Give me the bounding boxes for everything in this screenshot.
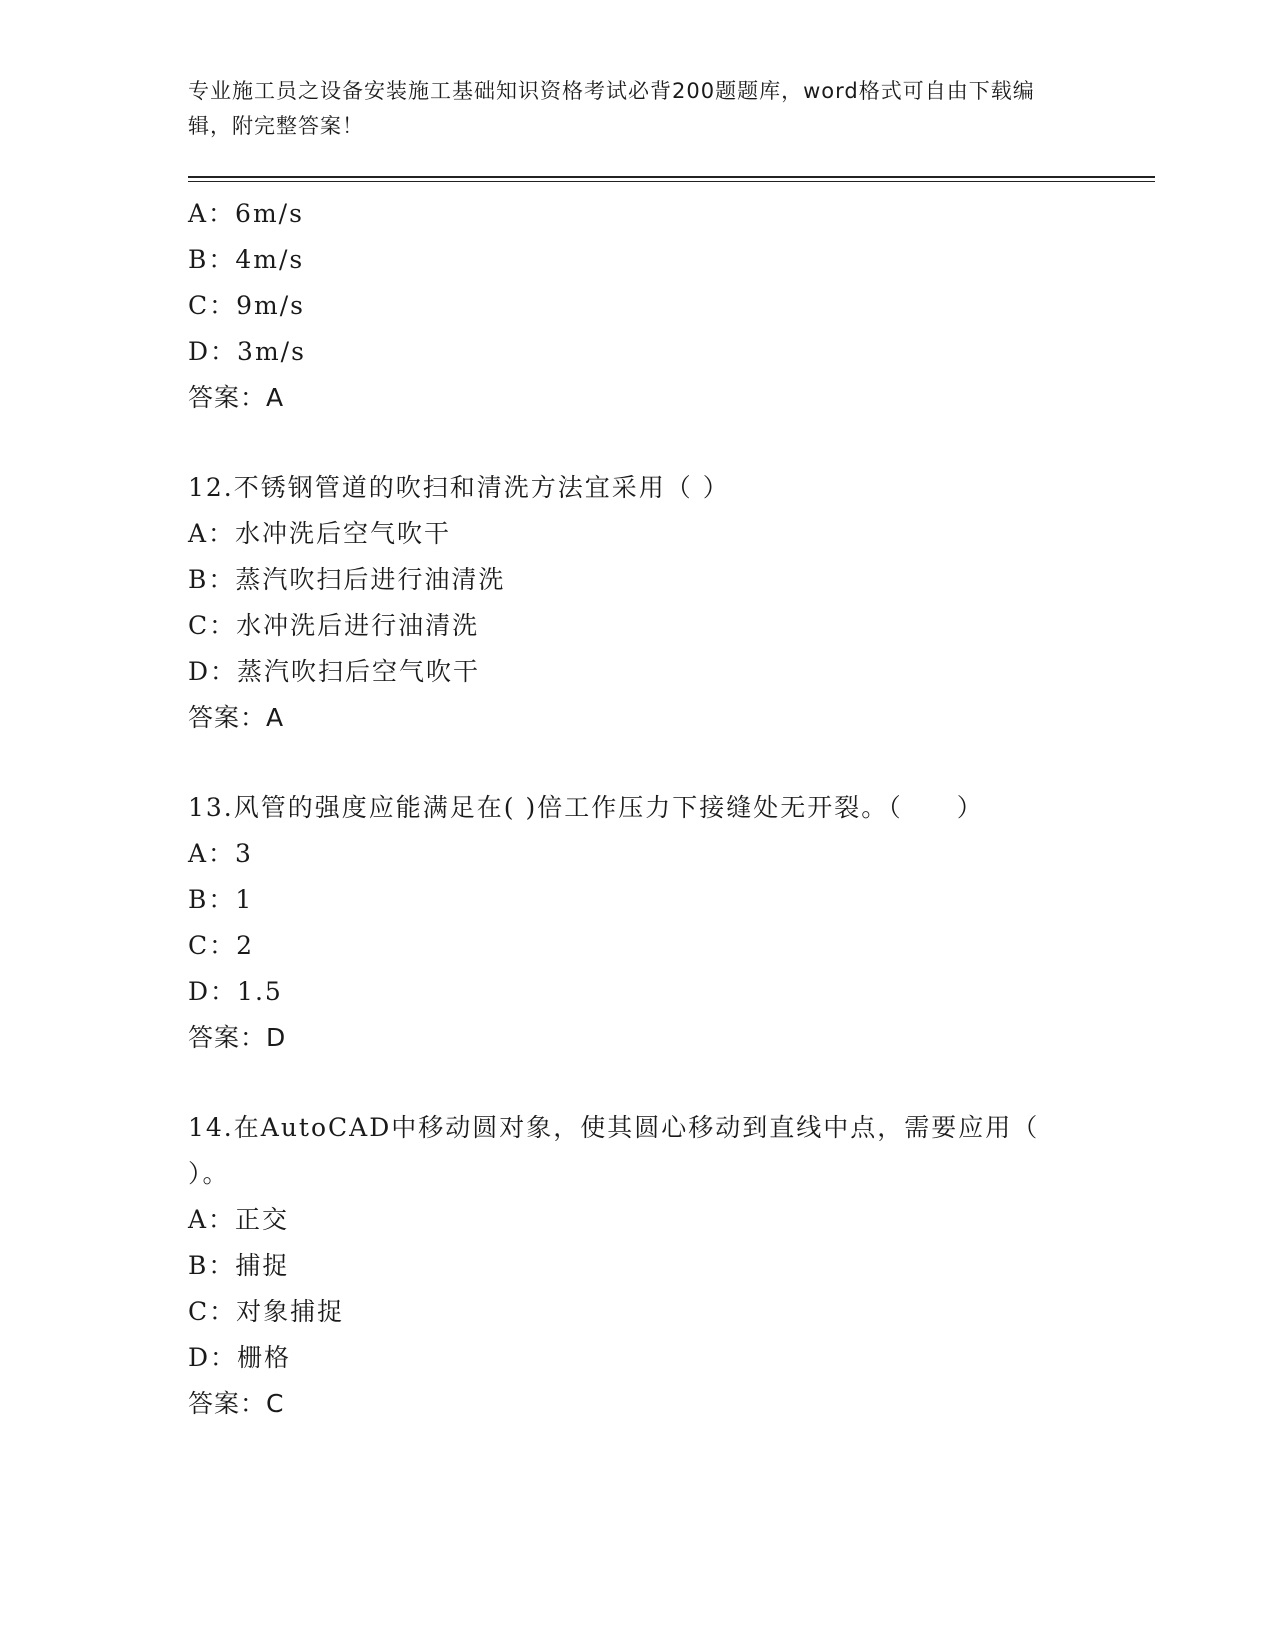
header-title: 专业施工员之设备安装施工基础知识资格考试必背200题题库，word格式可自由下载编辑，附完整答案！ [188, 79, 1035, 138]
question-list [188, 191, 1088, 1427]
option-c: C：2 [188, 931, 255, 960]
option-a: A：3 [188, 839, 253, 868]
question-spacer [188, 421, 1088, 465]
header-divider-thin [188, 181, 1155, 182]
question-12 [188, 465, 1088, 741]
answer: 答案：A [188, 703, 285, 732]
option-d: D：3m/s [188, 337, 306, 366]
option-d: D：栅格 [188, 1343, 292, 1372]
question-spacer [188, 741, 1088, 785]
question-stem: 14.在AutoCAD中移动圆对象，使其圆心移动到直线中点，需要应用（ ）。 [188, 1113, 1040, 1188]
option-c: C：水冲洗后进行油清洗 [188, 611, 480, 640]
question-14 [188, 1105, 1088, 1427]
question-11 [188, 191, 1088, 421]
option-c: C：9m/s [188, 291, 305, 320]
header-divider-thick [188, 176, 1155, 178]
option-b: B：4m/s [188, 245, 305, 274]
option-a: A：正交 [188, 1205, 290, 1234]
question-spacer [188, 1061, 1088, 1105]
answer: 答案：A [188, 383, 285, 412]
option-b: B：捕捉 [188, 1251, 290, 1280]
option-d: D：1.5 [188, 977, 283, 1006]
question-13 [188, 785, 1088, 1061]
answer: 答案：C [188, 1389, 285, 1418]
option-b: B：蒸汽吹扫后进行油清洗 [188, 565, 506, 594]
option-b: B：1 [188, 885, 254, 914]
answer: 答案：D [188, 1023, 287, 1052]
option-a: A：水冲洗后空气吹干 [188, 519, 452, 548]
document-header [188, 74, 1068, 144]
option-c: C：对象捕捉 [188, 1297, 345, 1326]
option-a: A：6m/s [188, 199, 304, 228]
question-stem: 13.风管的强度应能满足在( )倍工作压力下接缝处无开裂。（ ） [188, 793, 984, 822]
option-d: D：蒸汽吹扫后空气吹干 [188, 657, 481, 686]
question-stem: 12.不锈钢管道的吹扫和清洗方法宜采用（ ） [188, 473, 730, 502]
